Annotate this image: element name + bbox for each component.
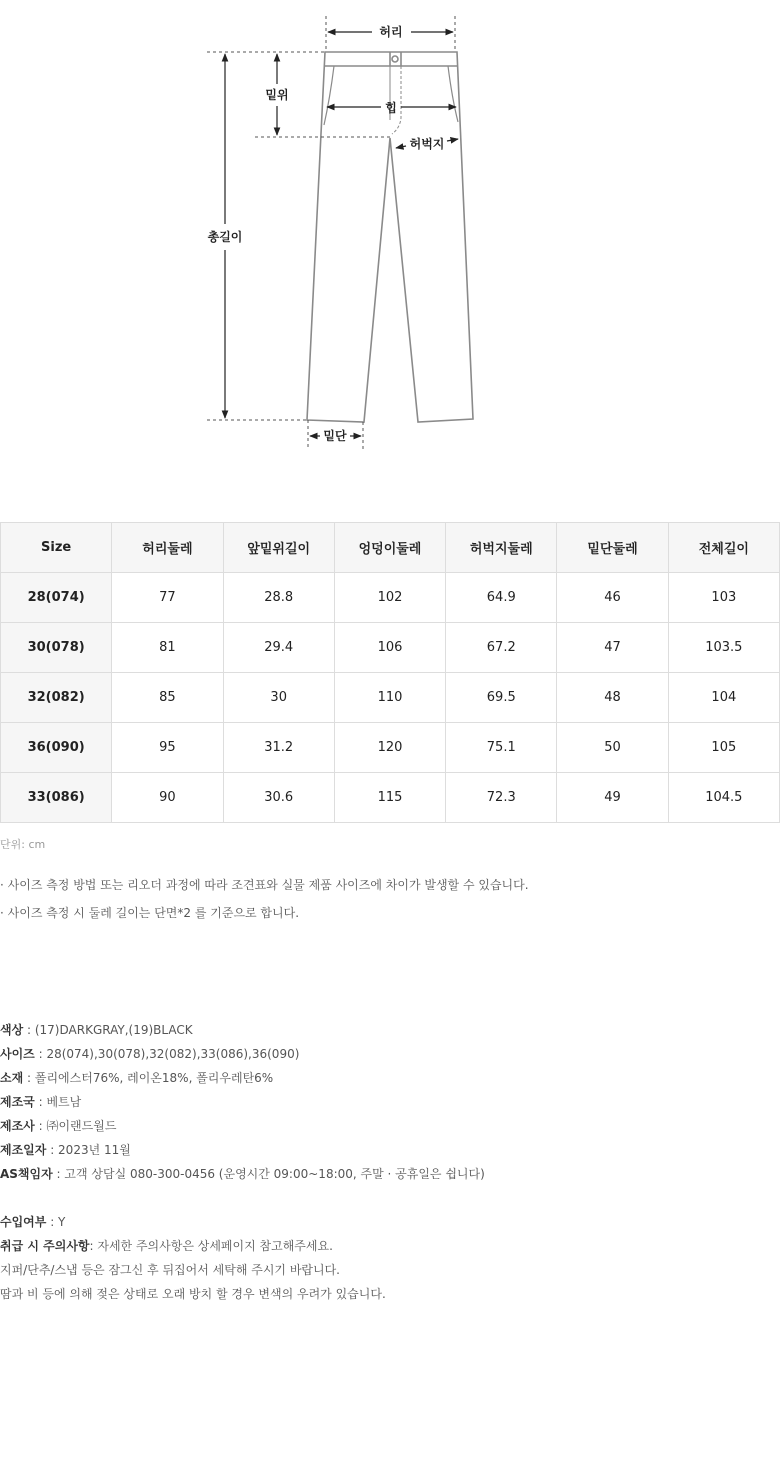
table-cell: 105: [668, 723, 779, 773]
info-care: [0, 1235, 780, 1259]
header-hip: 엉덩이둘레: [334, 523, 445, 573]
info-label: 수입여부: [0, 1215, 47, 1229]
table-header-row: [1, 523, 780, 573]
table-cell: 120: [334, 723, 445, 773]
size-diagram: [0, 0, 780, 470]
table-cell: 104.5: [668, 773, 779, 823]
table-cell: 103: [668, 573, 779, 623]
table-cell: 75.1: [446, 723, 557, 773]
size-note-1: · 사이즈 측정 방법 또는 리오더 과정에 따라 조견표와 실물 제품 사이즈에 차이가 발생할 수 있습니다.: [0, 878, 529, 892]
table-cell: 48: [557, 673, 668, 723]
info-label: 제조사: [0, 1119, 35, 1133]
info-care-line-2: 지퍼/단추/스냅 등은 잠그신 후 뒤집어서 세탁해 주시기 바랍니다.: [0, 1263, 340, 1277]
table-cell: 95: [112, 723, 223, 773]
table-cell: 69.5: [446, 673, 557, 723]
hem-label: 밑단: [323, 429, 347, 443]
waist-label: 허리: [379, 25, 403, 39]
info-label: 색상: [0, 1023, 24, 1037]
table-cell: 110: [334, 673, 445, 723]
unit-note: 단위: cm: [0, 838, 46, 851]
info-care-line-3: 땀과 비 등에 의해 젖은 상태로 오래 방치 할 경우 변색의 우려가 있습니다.: [0, 1287, 386, 1301]
info-value: : Y: [46, 1215, 66, 1229]
header-waist: 허리둘레: [112, 523, 223, 573]
guide-lines: [207, 16, 455, 450]
table-cell: 104: [668, 673, 779, 723]
info-value: : 폴리에스터76%, 레이온18%, 폴리우레탄6%: [23, 1071, 274, 1085]
measure-arrows: [225, 32, 458, 436]
rise-label: 밑위: [265, 88, 289, 102]
size-note-2: · 사이즈 측정 시 둘레 길이는 단면*2 를 기준으로 합니다.: [0, 906, 300, 920]
table-row: [1, 773, 780, 823]
pants-illustration: [0, 0, 780, 470]
size-cell: 33(086): [1, 773, 112, 823]
table-cell: 106: [334, 623, 445, 673]
header-front-rise: 앞밑위길이: [223, 523, 334, 573]
table-cell: 30.6: [223, 773, 334, 823]
info-label: AS책임자: [0, 1167, 53, 1181]
table-cell: 28.8: [223, 573, 334, 623]
table-row: [1, 673, 780, 723]
product-info: [0, 1019, 780, 1307]
info-value: : 2023년 11월: [46, 1143, 131, 1157]
table-cell: 67.2: [446, 623, 557, 673]
table-cell: 29.4: [223, 623, 334, 673]
info-label: 사이즈: [0, 1047, 35, 1061]
table-cell: 30: [223, 673, 334, 723]
info-as: [0, 1163, 780, 1187]
info-material: [0, 1067, 780, 1091]
table-cell: 90: [112, 773, 223, 823]
info-value: : 고객 상담실 080-300-0456 (운영시간 09:00~18:00, 주말 · 공휴일은 쉽니다): [52, 1167, 485, 1181]
table-cell: 47: [557, 623, 668, 673]
table-cell: 72.3: [446, 773, 557, 823]
total-length-label: 총길이: [207, 230, 243, 244]
table-cell: 46: [557, 573, 668, 623]
header-size: Size: [1, 523, 112, 573]
header-thigh: 허벅지둘레: [446, 523, 557, 573]
table-cell: 85: [112, 673, 223, 723]
spacer: [0, 1187, 780, 1211]
size-cell: 32(082): [1, 673, 112, 723]
info-maker: [0, 1115, 780, 1139]
info-value: : 베트남: [34, 1095, 82, 1109]
info-date: [0, 1139, 780, 1163]
table-cell: 31.2: [223, 723, 334, 773]
table-cell: 50: [557, 723, 668, 773]
info-label: 제조일자: [0, 1143, 47, 1157]
size-table: [0, 522, 780, 823]
thigh-label: 허벅지: [409, 137, 445, 151]
table-row: [1, 623, 780, 673]
size-cell: 30(078): [1, 623, 112, 673]
info-label: 제조국: [0, 1095, 35, 1109]
table-row: [1, 573, 780, 623]
table-cell: 49: [557, 773, 668, 823]
info-import: [0, 1211, 780, 1235]
info-value: : ㈜이랜드월드: [34, 1119, 117, 1133]
header-total-length: 전체길이: [668, 523, 779, 573]
table-cell: 103.5: [668, 623, 779, 673]
table-cell: 77: [112, 573, 223, 623]
info-country: [0, 1091, 780, 1115]
info-label: 소재: [0, 1071, 24, 1085]
hip-label: 힙: [385, 101, 397, 115]
size-cell: 28(074): [1, 573, 112, 623]
header-hem: 밑단둘레: [557, 523, 668, 573]
table-cell: 115: [334, 773, 445, 823]
info-size: [0, 1043, 780, 1067]
table-row: [1, 723, 780, 773]
info-label: 취급 시 주의사항: [0, 1239, 90, 1253]
table-cell: 64.9: [446, 573, 557, 623]
info-value: : (17)DARKGRAY,(19)BLACK: [23, 1023, 193, 1037]
table-cell: 81: [112, 623, 223, 673]
info-value: : 28(074),30(078),32(082),33(086),36(090): [34, 1047, 300, 1061]
info-color: [0, 1019, 780, 1043]
table-cell: 102: [334, 573, 445, 623]
info-value: : 자세한 주의사항은 상세페이지 참고해주세요.: [89, 1239, 333, 1253]
size-cell: 36(090): [1, 723, 112, 773]
